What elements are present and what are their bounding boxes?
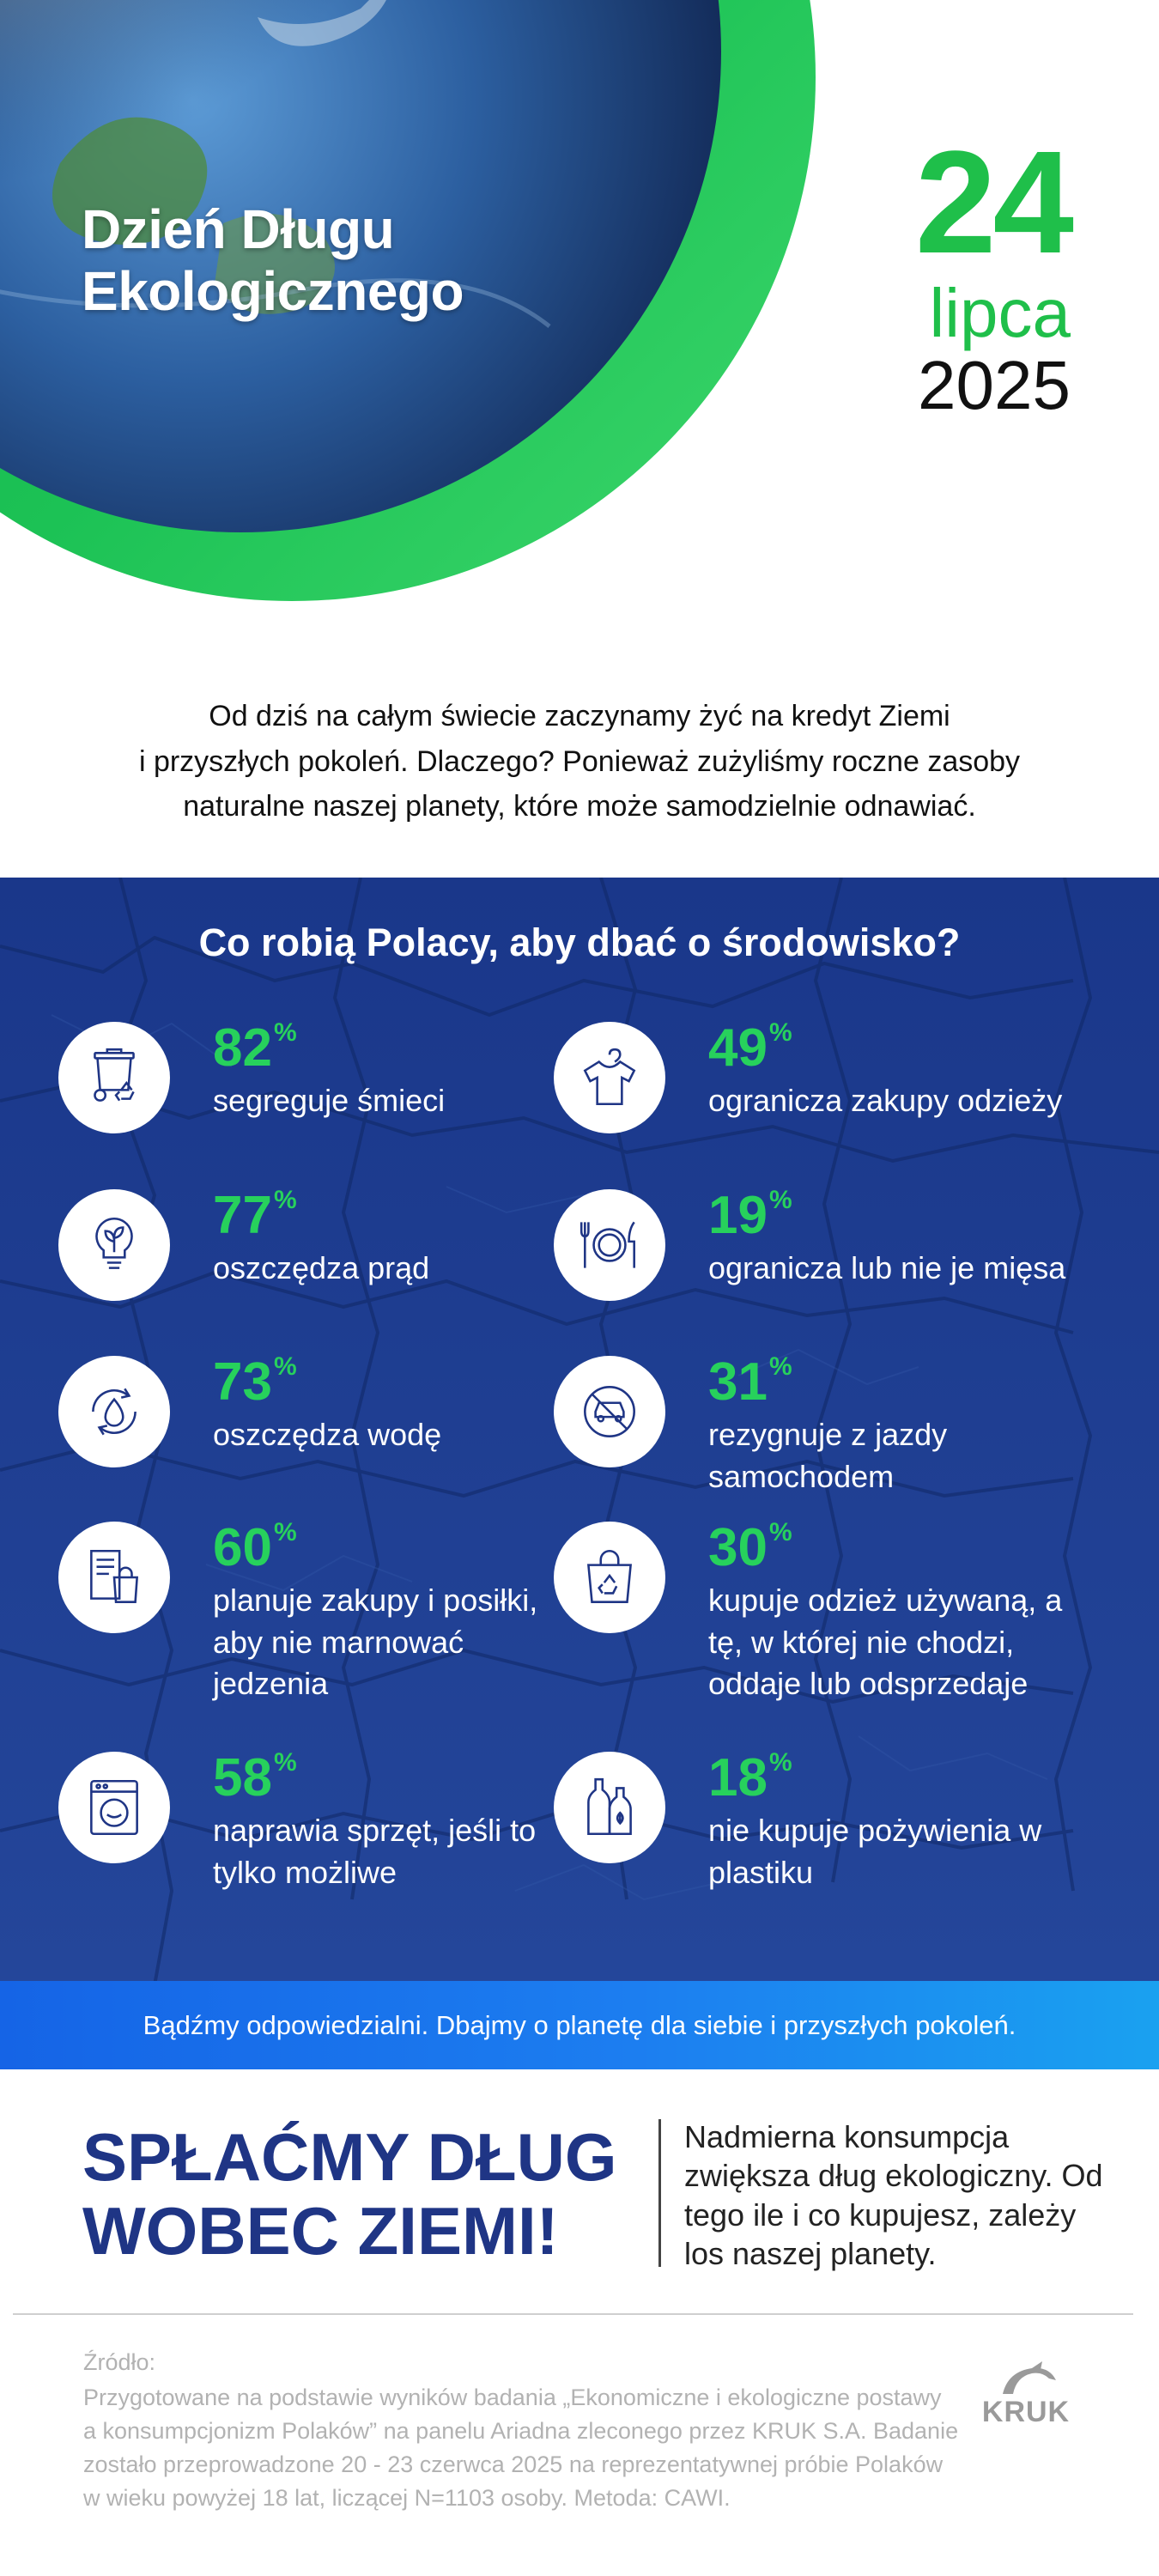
stat-label: ogranicza zakupy odzieży	[708, 1083, 1063, 1118]
bottles-icon	[554, 1752, 665, 1863]
washing-machine-icon	[58, 1752, 170, 1863]
hero-title-line1: Dzień Długu	[82, 198, 395, 260]
stat-label: naprawia sprzęt, jeśli to tylko możliwe	[213, 1813, 537, 1890]
tshirt-hanger-icon	[554, 1022, 665, 1133]
stat-percent: 73%	[213, 1352, 297, 1412]
stat-label: oszczędza prąd	[213, 1250, 430, 1285]
stat-label: segreguje śmieci	[213, 1083, 446, 1118]
cta-title	[82, 2121, 617, 2269]
stat-item-food-planning	[58, 1518, 591, 1719]
stat-label: oszczędza wodę	[213, 1417, 442, 1452]
cta-divider	[658, 2119, 661, 2267]
stat-item-repair	[58, 1748, 591, 1923]
stat-label: planuje zakupy i posiłki, aby nie marnować jedzenia	[213, 1583, 538, 1702]
stat-label: ogranicza lub nie je mięsa	[708, 1250, 1066, 1285]
cta-title-line2: WOBEC ZIEMI!	[82, 2192, 559, 2269]
hero-title	[82, 199, 464, 322]
eco-bulb-icon	[58, 1189, 170, 1301]
slogan-banner: Bądźmy odpowiedzialni. Dbajmy o planetę dla siebie i przyszłych pokoleń.	[0, 1981, 1159, 2069]
stat-percent: 30%	[708, 1518, 792, 1577]
stat-item-water	[58, 1352, 591, 1502]
stats-heading: Co robią Polacy, aby dbać o środowisko?	[198, 920, 961, 964]
stat-item-segregation	[58, 1018, 591, 1168]
stat-label: rezygnuje z jazdy samochodem	[708, 1417, 948, 1494]
no-car-icon	[554, 1356, 665, 1467]
stat-percent: 19%	[708, 1186, 792, 1245]
stat-label: nie kupuje pożywienia w plastiku	[708, 1813, 1042, 1890]
intro-line3: naturalne naszej planety, które może samodzielnie odnawiać.	[183, 790, 976, 823]
plate-cutlery-icon	[554, 1189, 665, 1301]
stat-item-clothes	[554, 1018, 1086, 1168]
date-day: 24	[914, 121, 1071, 284]
stat-label: kupuje odzież używaną, a tę, w której nie chodzi, oddaje lub odsprzedaje	[708, 1583, 1063, 1702]
stat-percent: 82%	[213, 1018, 297, 1078]
stat-item-meat	[554, 1186, 1086, 1335]
cta-title-line1: SPŁAĆMY DŁUG	[82, 2119, 617, 2195]
date-year: 2025	[918, 347, 1071, 423]
recycle-bag-icon	[554, 1522, 665, 1633]
hero-title-line2: Ekologicznego	[82, 259, 464, 322]
stat-item-car	[554, 1352, 1086, 1502]
stats-section	[0, 878, 1159, 1981]
stat-percent: 31%	[708, 1352, 792, 1412]
intro-line1: Od dziś na całym świecie zaczynamy żyć na kredyt Ziemi	[209, 700, 950, 732]
source-label: Źródło:	[83, 2349, 156, 2375]
shopping-list-icon	[58, 1522, 170, 1633]
kruk-logo-text: KRUK	[981, 2396, 1071, 2428]
section-divider	[13, 2313, 1133, 2315]
recycling-bin-icon	[58, 1022, 170, 1133]
stat-percent: 58%	[213, 1748, 297, 1807]
event-date	[914, 121, 1071, 423]
stat-percent: 60%	[213, 1518, 297, 1577]
stat-item-electricity	[58, 1186, 591, 1335]
date-month: lipca	[929, 275, 1071, 351]
stat-item-plastic	[554, 1748, 1086, 1923]
cta-text: Nadmierna konsumpcja zwiększa dług ekologiczny. Od tego ile i co kupujesz, zależy los naszej planety.	[684, 2119, 1103, 2272]
source-text: Przygotowane na podstawie wyników badania „Ekonomiczne i ekologiczne postawy a konsumpcjonizm Polaków” na panelu Ariadna zleconego przez KRUK S.A. Badanie zostało przeprowadzone 20 - 23 czerwca 2025 na reprezentatywnej próbie Polaków w wieku powyżej 18 lat, liczącej N=1103 osoby. Metoda: CAWI.	[83, 2385, 959, 2511]
intro-text	[69, 694, 1090, 829]
stat-percent: 77%	[213, 1186, 297, 1245]
stat-item-secondhand	[554, 1518, 1086, 1719]
intro-line2: i przyszłych pokoleń. Dlaczego? Ponieważ zużyliśmy roczne zasoby	[138, 744, 1021, 778]
stat-percent: 18%	[708, 1748, 792, 1807]
water-cycle-icon	[58, 1356, 170, 1467]
hero-section	[0, 0, 1159, 635]
stat-percent: 49%	[708, 1018, 792, 1078]
